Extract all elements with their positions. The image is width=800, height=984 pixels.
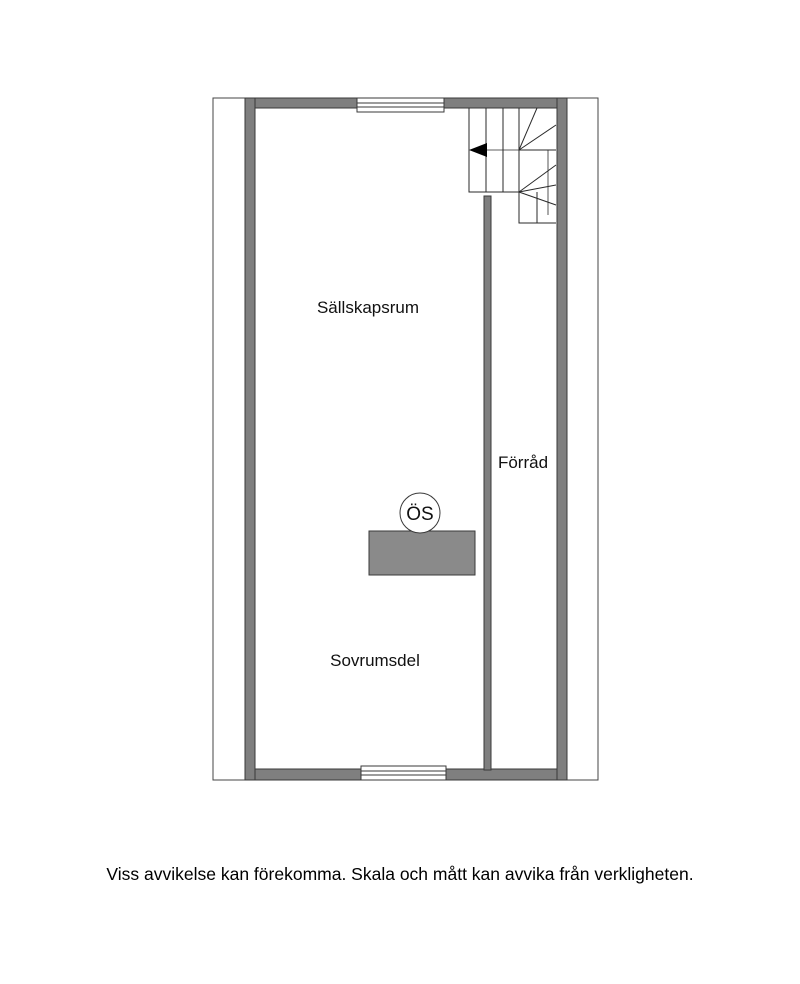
window-top — [357, 98, 444, 112]
stair-direction-arrow-icon — [469, 143, 487, 157]
window-bottom — [361, 766, 446, 780]
room-label-sallskapsrum: Sällskapsrum — [316, 298, 420, 317]
wall-left — [245, 98, 255, 780]
chimney-label: ÖS — [406, 504, 434, 525]
wall-storage-partition — [484, 196, 491, 770]
chimney-block — [369, 531, 475, 575]
staircase — [469, 108, 556, 223]
room-label-forrad: Förråd — [497, 453, 549, 472]
disclaimer-text: Viss avvikelse kan förekomma. Skala och mått kan avvika från verkligheten. — [106, 864, 694, 884]
roof-outline — [213, 98, 598, 780]
room-label-sovrumsdel: Sovrumsdel — [330, 651, 420, 670]
wall-right — [557, 98, 567, 780]
